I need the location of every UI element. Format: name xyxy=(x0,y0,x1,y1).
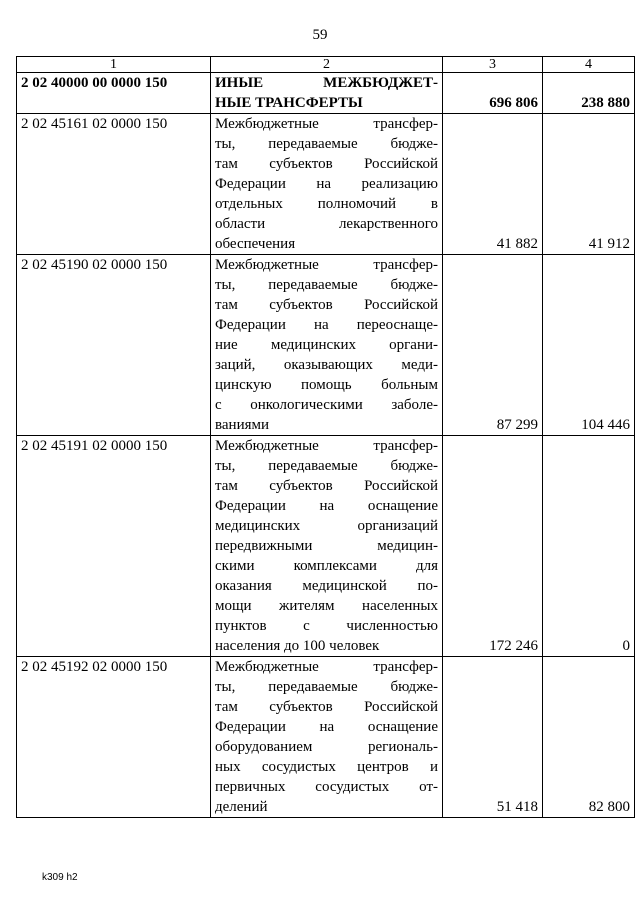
name-line: Федерации на оснащение xyxy=(215,498,438,514)
name-line: делений xyxy=(215,799,268,815)
budget-code: 2 02 45191 02 0000 150 xyxy=(17,436,211,657)
name-line: там субъектов Российской xyxy=(215,297,438,313)
amount-col4: 238 880 xyxy=(543,73,635,114)
name-line: оказания медицинской по- xyxy=(215,578,438,594)
name-line: там субъектов Российской xyxy=(215,156,438,172)
budget-item-name xyxy=(211,436,443,657)
name-line: ние медицинских органи- xyxy=(215,337,438,353)
name-line: НЫЕ ТРАНСФЕРТЫ xyxy=(215,95,363,111)
table-row xyxy=(17,436,635,657)
name-line: ты, передаваемые бюдже- xyxy=(215,277,438,293)
amount-col3: 172 246 xyxy=(443,436,543,657)
name-line: Межбюджетные трансфер- xyxy=(215,257,438,273)
name-line: заций, оказывающих меди- xyxy=(215,357,438,373)
name-line: Федерации на оснащение xyxy=(215,719,438,735)
name-line: мощи жителям населенных xyxy=(215,598,438,614)
budget-code: 2 02 45190 02 0000 150 xyxy=(17,255,211,436)
amount-col4: 41 912 xyxy=(543,114,635,255)
name-line: пунктов с численностью xyxy=(215,618,438,634)
budget-code: 2 02 40000 00 0000 150 xyxy=(17,73,211,114)
name-line: Федерации на реализацию xyxy=(215,176,438,192)
page-number: 59 xyxy=(312,27,328,43)
table-row xyxy=(17,114,635,255)
name-line: обеспечения xyxy=(215,236,296,252)
name-line: ты, передаваемые бюдже- xyxy=(215,136,438,152)
name-line: скими комплексами для xyxy=(215,558,438,574)
budget-table xyxy=(16,56,635,818)
column-header-4: 4 xyxy=(543,57,635,73)
column-header-3: 3 xyxy=(443,57,543,73)
name-line: населения до 100 человек xyxy=(215,638,380,654)
amount-col3: 41 882 xyxy=(443,114,543,255)
name-line: ных сосудистых центров и xyxy=(215,759,438,775)
name-line: ты, передаваемые бюдже- xyxy=(215,679,438,695)
amount-col4: 104 446 xyxy=(543,255,635,436)
amount-col3: 696 806 xyxy=(443,73,543,114)
name-line: Федерации на переоснаще- xyxy=(215,317,438,333)
amount-col3: 87 299 xyxy=(443,255,543,436)
amount-col4: 0 xyxy=(543,436,635,657)
name-line: первичных сосудистых от- xyxy=(215,779,438,795)
name-line: передвижными медицин- xyxy=(215,538,438,554)
budget-code: 2 02 45192 02 0000 150 xyxy=(17,657,211,818)
footer-code: k309 h2 xyxy=(42,872,78,883)
amount-col3: 51 418 xyxy=(443,657,543,818)
name-line: области лекарственного xyxy=(215,216,438,232)
table-header-row xyxy=(17,57,635,73)
name-line: оборудованием региональ- xyxy=(215,739,438,755)
budget-item-name xyxy=(211,255,443,436)
name-line: Межбюджетные трансфер- xyxy=(215,116,438,132)
budget-item-name xyxy=(211,73,443,114)
name-line: ваниями xyxy=(215,417,270,433)
name-line: отдельных полномочий в xyxy=(215,196,438,212)
name-line: Межбюджетные трансфер- xyxy=(215,438,438,454)
name-line: там субъектов Российской xyxy=(215,699,438,715)
column-header-2: 2 xyxy=(211,57,443,73)
table-row xyxy=(17,657,635,818)
table-row xyxy=(17,255,635,436)
budget-code: 2 02 45161 02 0000 150 xyxy=(17,114,211,255)
budget-item-name xyxy=(211,114,443,255)
name-line: цинскую помощь больным xyxy=(215,377,438,393)
name-line: ты, передаваемые бюдже- xyxy=(215,458,438,474)
amount-col4: 82 800 xyxy=(543,657,635,818)
name-line: там субъектов Российской xyxy=(215,478,438,494)
name-line: ИНЫЕ МЕЖБЮДЖЕТ- xyxy=(215,75,438,91)
budget-item-name xyxy=(211,657,443,818)
name-line: с онкологическими заболе- xyxy=(215,397,438,413)
table-row-total xyxy=(17,73,635,114)
name-line: медицинских организаций xyxy=(215,518,438,534)
name-line: Межбюджетные трансфер- xyxy=(215,659,438,675)
column-header-1: 1 xyxy=(17,57,211,73)
